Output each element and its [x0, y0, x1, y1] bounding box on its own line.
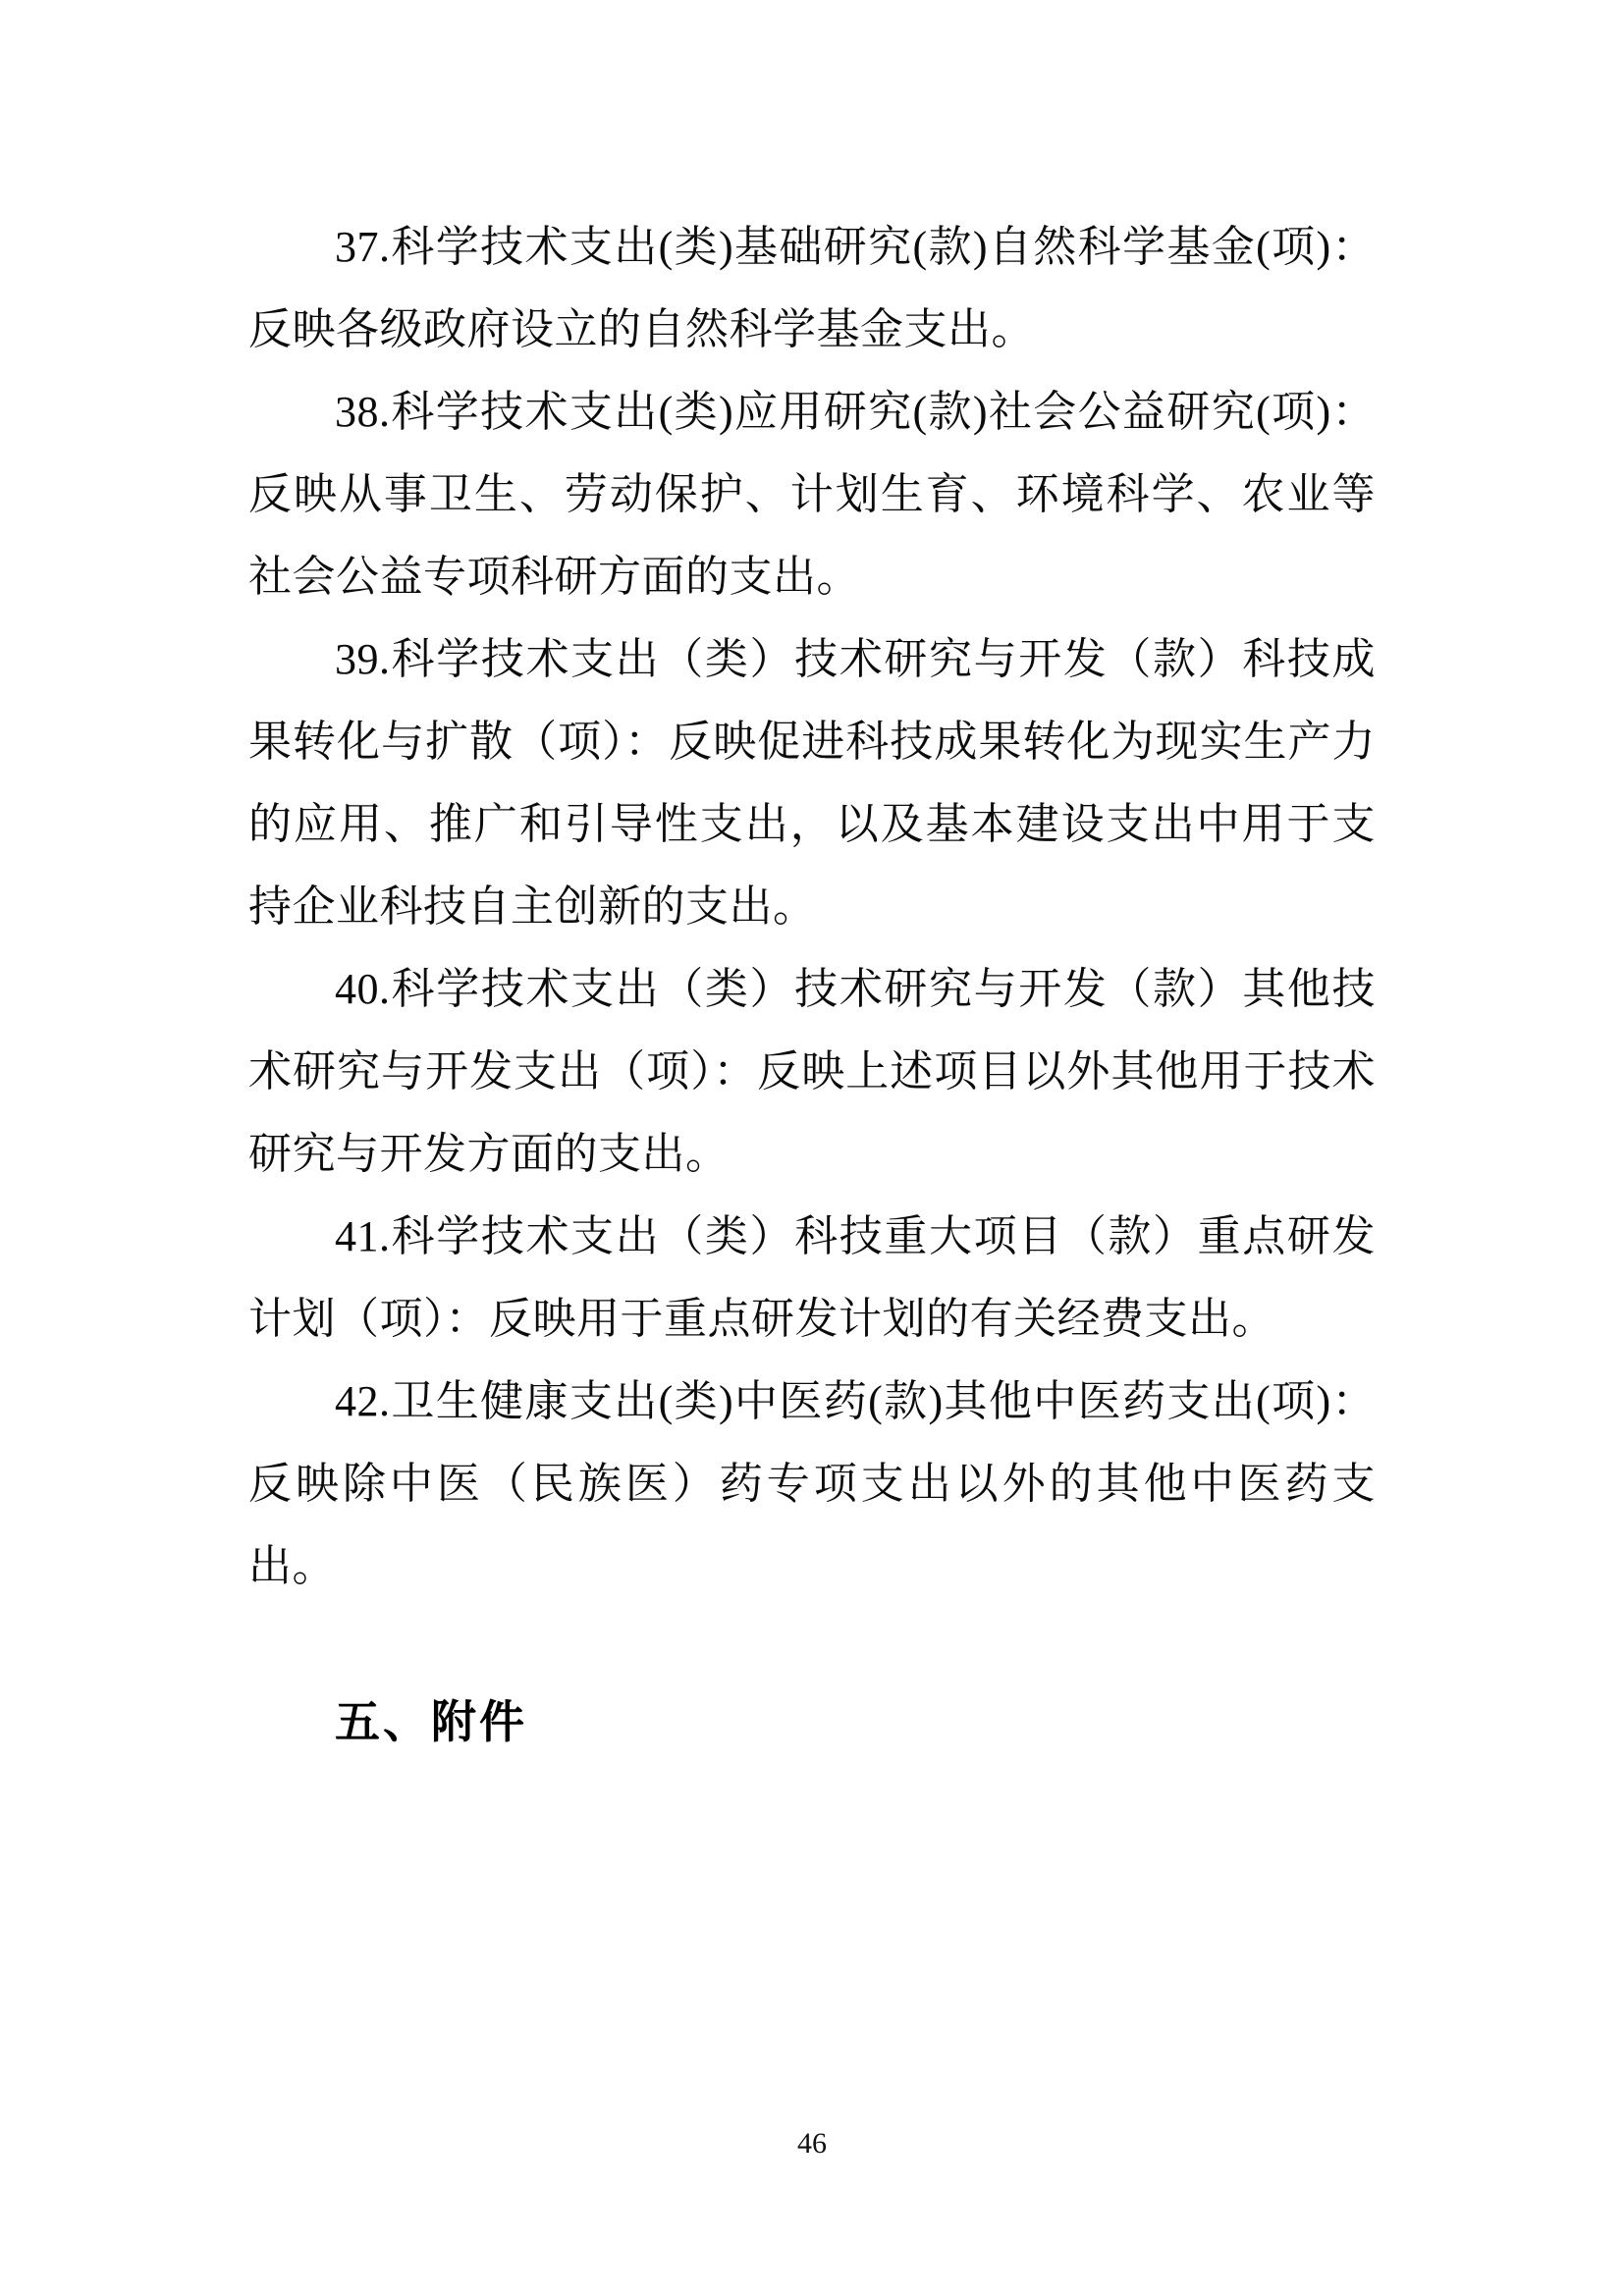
paragraph-item-42: 42.卫生健康支出(类)中医药(款)其他中医药支出(项)：反映除中医（民族医）药专项支出以外的其他中医药支出。	[248, 1377, 1376, 1590]
paragraph-item-37: 37.科学技术支出(类)基础研究(款)自然科学基金(项)：反映各级政府设立的自然科学基金支出。	[248, 223, 1376, 353]
page-number: 46	[797, 2127, 827, 2160]
paragraph-item-39: 39.科学技术支出（类）技术研究与开发（款）科技成果转化与扩散（项）：反映促进科技成果转化为现实生产力的应用、推广和引导性支出，以及基本建设支出中用于支持企业科技自主创新的支出。	[248, 635, 1376, 931]
section-heading-attachments: 五、附件	[335, 1696, 527, 1747]
paragraph-item-38: 38.科学技术支出(类)应用研究(款)社会公益研究(项)：反映从事卫生、劳动保护、计划生育、环境科学、农业等社会公益专项科研方面的支出。	[248, 388, 1376, 601]
paragraph-item-41: 41.科学技术支出（类）科技重大项目（款）重点研发计划（项）：反映用于重点研发计划的有关经费支出。	[248, 1212, 1376, 1343]
document-body	[248, 206, 1376, 1763]
paragraph-item-40: 40.科学技术支出（类）技术研究与开发（款）其他技术研究与开发支出（项）：反映上述项目以外其他用于技术研究与开发方面的支出。	[248, 965, 1376, 1178]
